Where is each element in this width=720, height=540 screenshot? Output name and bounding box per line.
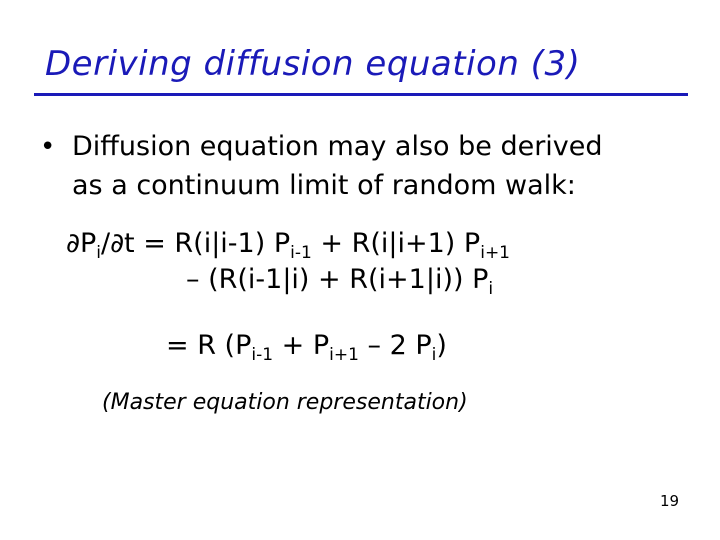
page-number: 19 xyxy=(660,492,680,510)
equation-line-2 xyxy=(186,264,494,299)
bullet-marker: • xyxy=(40,132,56,162)
caption: (Master equation representation) xyxy=(102,390,468,415)
bullet-text-line-1: Diffusion equation may also be derived xyxy=(72,131,603,162)
equation-text: + R(i|i+1) P xyxy=(311,228,481,259)
title-underline xyxy=(34,93,688,96)
slide-title: Deriving diffusion equation (3) xyxy=(45,44,581,84)
equation-text: ∂P xyxy=(66,228,97,259)
equation-text: = R (P xyxy=(166,330,252,361)
equation-subscript: i+1 xyxy=(480,243,511,263)
equation-text: ) xyxy=(436,330,447,361)
equation-subscript: i xyxy=(96,243,101,263)
equation-line-1 xyxy=(66,228,511,263)
equation-subscript: i-1 xyxy=(290,243,312,263)
equation-text: – (R(i-1|i) + R(i+1|i)) P xyxy=(186,264,489,295)
bullet-text-line-2: as a continuum limit of random walk: xyxy=(72,170,576,201)
equation-subscript: i xyxy=(431,345,437,365)
equation-line-3 xyxy=(166,330,447,365)
equation-text: – 2 P xyxy=(358,330,432,361)
equation-subscript: i+1 xyxy=(329,345,359,365)
equation-subscript: i xyxy=(488,279,494,299)
equation-text: /∂t = R(i|i-1) P xyxy=(100,228,291,259)
equation-subscript: i-1 xyxy=(251,345,274,365)
equation-text: + P xyxy=(273,330,330,361)
